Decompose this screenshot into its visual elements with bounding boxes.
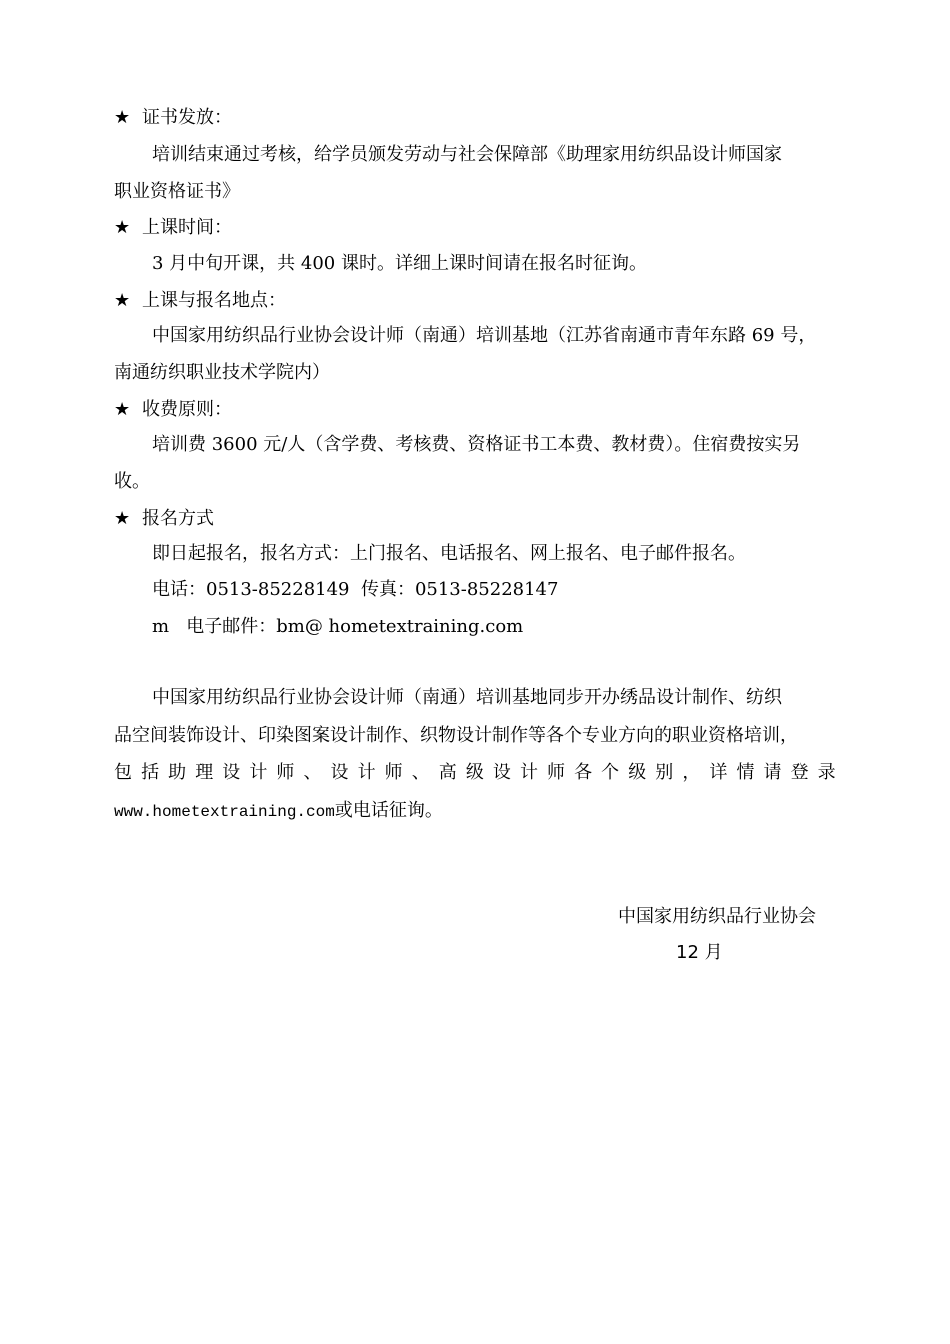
website-link[interactable]: www.hometextraining.com — [114, 803, 335, 821]
notice-char: 包 — [114, 762, 132, 783]
star-icon: ★ — [114, 508, 131, 529]
notice-char: 、 — [411, 762, 430, 783]
notice-char: 录 — [817, 762, 836, 783]
notice-char: 括 — [141, 762, 160, 783]
star-icon: ★ — [114, 399, 131, 420]
section-heading-schedule — [114, 216, 232, 240]
certificate-text-line2: 职业资格证书》 — [114, 181, 240, 202]
notice-char: 情 — [736, 762, 755, 783]
notice-char: 请 — [763, 762, 782, 783]
section-heading-fees — [114, 398, 232, 422]
star-icon: ★ — [114, 107, 131, 128]
notice-char: 助 — [168, 762, 187, 783]
notice-line4 — [114, 798, 443, 824]
heading-text: 上课与报名地点： — [142, 290, 286, 311]
registration-text-line1: 即日起报名，报名方式：上门报名、电话报名、网上报名、电子邮件报名。 — [152, 543, 746, 564]
star-icon: ★ — [114, 217, 131, 238]
notice-char: 计 — [357, 762, 376, 783]
notice-char: 师 — [276, 762, 295, 783]
notice-char: 、 — [303, 762, 322, 783]
star-icon: ★ — [114, 290, 131, 311]
notice-char: 计 — [519, 762, 538, 783]
signature-organization: 中国家用纺织品行业协会 — [618, 906, 816, 927]
notice-line3-justified — [114, 761, 836, 785]
notice-char: 理 — [195, 762, 214, 783]
notice-char: 设 — [492, 762, 511, 783]
notice-char: 师 — [384, 762, 403, 783]
certificate-text-line1: 培训结束通过考核，给学员颁发劳动与社会保障部《助理家用纺织品设计师国家 — [152, 144, 782, 165]
notice-char: 级 — [465, 762, 484, 783]
heading-text: 收费原则： — [142, 399, 232, 420]
section-heading-registration — [114, 507, 214, 531]
fees-text-line2: 收。 — [114, 471, 150, 492]
heading-text: 报名方式 — [142, 508, 214, 529]
notice-char: 详 — [709, 762, 728, 783]
notice-char: 设 — [222, 762, 241, 783]
notice-line1: 中国家用纺织品行业协会设计师（南通）培训基地同步开办绣品设计制作、纺织 — [152, 687, 782, 708]
section-heading-location — [114, 289, 286, 313]
notice-char: 高 — [438, 762, 457, 783]
fees-text-line1: 培训费 3600 元/人（含学费、考核费、资格证书工本费、教材费）。住宿费按实另 — [152, 434, 801, 455]
notice-char: 个 — [601, 762, 620, 783]
notice-char: 计 — [249, 762, 268, 783]
notice-char: 登 — [790, 762, 809, 783]
notice-char: 设 — [330, 762, 349, 783]
notice-char: 师 — [547, 762, 565, 783]
notice-char: 级 — [628, 762, 647, 783]
heading-text: 证书发放： — [142, 107, 232, 128]
notice-char: 各 — [574, 762, 593, 783]
registration-email: m 电子邮件：bm@ hometextraining.com — [152, 616, 524, 637]
location-text-line2: 南通纺织职业技术学院内） — [114, 362, 330, 383]
location-text-line1: 中国家用纺织品行业协会设计师（南通）培训基地（江苏省南通市青年东路 69 号， — [152, 325, 817, 346]
heading-text: 上课时间： — [142, 217, 232, 238]
section-heading-certificate — [114, 106, 232, 130]
notice-line2: 品空间装饰设计、印染图案设计制作、织物设计制作等各个专业方向的职业资格培训， — [114, 725, 798, 746]
signature-date: 12 月 — [676, 942, 723, 963]
notice-char: ， — [682, 762, 701, 783]
notice-char: 别 — [655, 762, 674, 783]
registration-phone-fax: 电话：0513-85228149 传真：0513-85228147 — [152, 579, 559, 600]
notice-line4-rest: 或电话征询。 — [334, 800, 443, 821]
schedule-text-line1: 3 月中旬开课，共 400 课时。详细上课时间请在报名时征询。 — [152, 253, 647, 274]
